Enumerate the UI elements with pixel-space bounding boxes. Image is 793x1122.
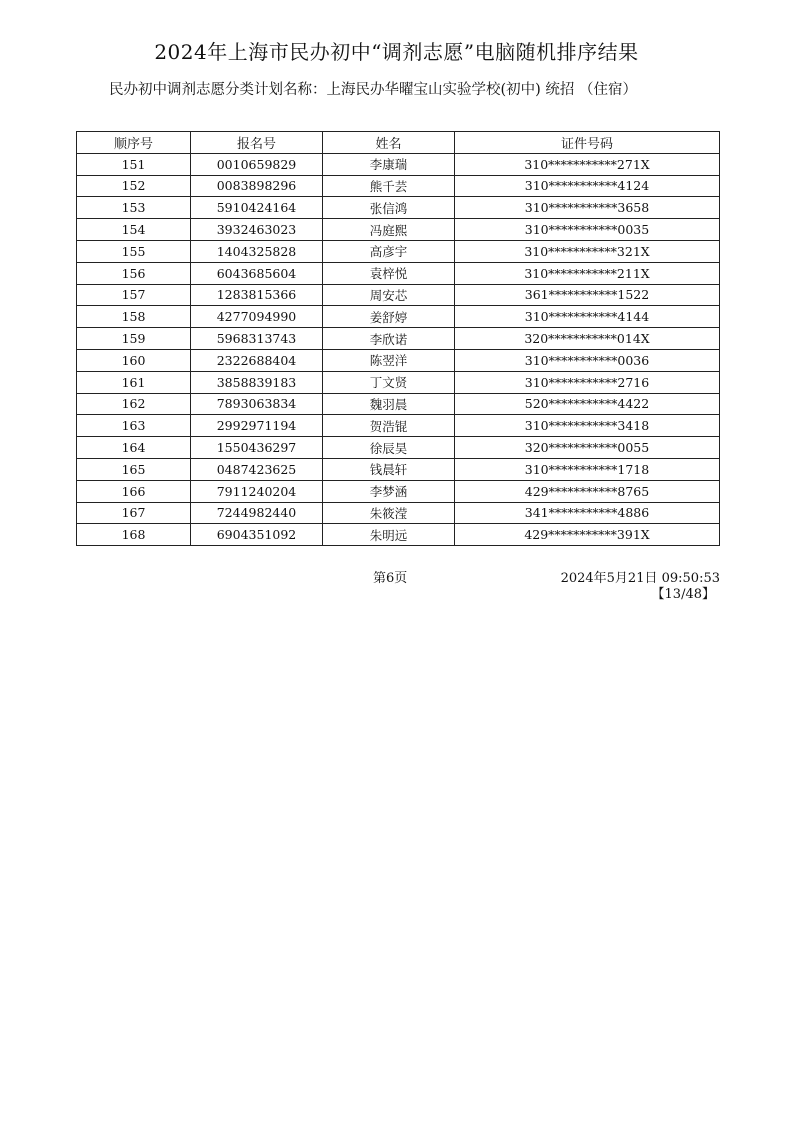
header-registration-number: 报名号 <box>191 132 323 154</box>
cell-registration-number: 3932463023 <box>191 219 323 241</box>
cell-registration-number: 1404325828 <box>191 240 323 262</box>
results-table <box>76 131 720 546</box>
cell-registration-number: 1550436297 <box>191 437 323 459</box>
cell-sequence-number: 152 <box>77 175 191 197</box>
table-row <box>77 458 720 480</box>
table-row <box>77 197 720 219</box>
cell-registration-number: 2322688404 <box>191 349 323 371</box>
table-row <box>77 284 720 306</box>
page-title: 2024年上海市民办初中“调剂志愿”电脑随机排序结果 <box>154 40 639 64</box>
cell-sequence-number: 168 <box>77 524 191 546</box>
print-timestamp: 2024年5月21日 09:50:53 <box>560 571 720 586</box>
cell-id-number: 310***********0036 <box>455 349 720 371</box>
table-header-row <box>77 132 720 154</box>
table-row <box>77 175 720 197</box>
cell-sequence-number: 157 <box>77 284 191 306</box>
table-row <box>77 371 720 393</box>
table-row <box>77 153 720 175</box>
cell-registration-number: 7911240204 <box>191 480 323 502</box>
cell-id-number: 429***********391X <box>455 524 720 546</box>
cell-sequence-number: 160 <box>77 349 191 371</box>
table-row <box>77 240 720 262</box>
cell-registration-number: 0010659829 <box>191 153 323 175</box>
cell-name: 高彦宇 <box>323 240 455 262</box>
cell-registration-number: 3858839183 <box>191 371 323 393</box>
cell-id-number: 361***********1522 <box>455 284 720 306</box>
cell-sequence-number: 165 <box>77 458 191 480</box>
cell-sequence-number: 156 <box>77 262 191 284</box>
cell-sequence-number: 153 <box>77 197 191 219</box>
header-sequence-number: 顺序号 <box>77 132 191 154</box>
cell-registration-number: 7893063834 <box>191 393 323 415</box>
cell-sequence-number: 164 <box>77 437 191 459</box>
cell-sequence-number: 154 <box>77 219 191 241</box>
cell-sequence-number: 167 <box>77 502 191 524</box>
cell-name: 贺浩锟 <box>323 415 455 437</box>
cell-name: 钱晨轩 <box>323 458 455 480</box>
table-row <box>77 262 720 284</box>
cell-name: 朱筱滢 <box>323 502 455 524</box>
table-row <box>77 393 720 415</box>
cell-sequence-number: 155 <box>77 240 191 262</box>
table-row <box>77 480 720 502</box>
cell-sequence-number: 162 <box>77 393 191 415</box>
table-row <box>77 349 720 371</box>
cell-registration-number: 0487423625 <box>191 458 323 480</box>
cell-registration-number: 6043685604 <box>191 262 323 284</box>
cell-registration-number: 2992971194 <box>191 415 323 437</box>
cell-id-number: 320***********014X <box>455 328 720 350</box>
page-number: 第6页 <box>373 571 408 586</box>
cell-name: 周安芯 <box>323 284 455 306</box>
cell-id-number: 310***********4124 <box>455 175 720 197</box>
cell-registration-number: 0083898296 <box>191 175 323 197</box>
cell-sequence-number: 151 <box>77 153 191 175</box>
cell-registration-number: 1283815366 <box>191 284 323 306</box>
cell-name: 熊千芸 <box>323 175 455 197</box>
table-row <box>77 306 720 328</box>
cell-sequence-number: 166 <box>77 480 191 502</box>
cell-name: 徐辰昊 <box>323 437 455 459</box>
cell-id-number: 310***********271X <box>455 153 720 175</box>
cell-id-number: 310***********321X <box>455 240 720 262</box>
table-row <box>77 502 720 524</box>
cell-id-number: 310***********211X <box>455 262 720 284</box>
cell-name: 冯庭熙 <box>323 219 455 241</box>
cell-name: 李梦涵 <box>323 480 455 502</box>
cell-id-number: 310***********0035 <box>455 219 720 241</box>
plan-name-line: 民办初中调剂志愿分类计划名称：上海民办华曜宝山实验学校(初中) 统招 （住宿） <box>109 82 638 98</box>
cell-sequence-number: 159 <box>77 328 191 350</box>
cell-name: 姜舒婷 <box>323 306 455 328</box>
cell-name: 丁文贤 <box>323 371 455 393</box>
cell-name: 张信鸿 <box>323 197 455 219</box>
table-row <box>77 524 720 546</box>
cell-id-number: 310***********1718 <box>455 458 720 480</box>
cell-name: 李康瑞 <box>323 153 455 175</box>
table-body <box>77 153 720 545</box>
table-row <box>77 415 720 437</box>
cell-id-number: 520***********4422 <box>455 393 720 415</box>
cell-id-number: 310***********4144 <box>455 306 720 328</box>
table-row <box>77 328 720 350</box>
cell-name: 朱明远 <box>323 524 455 546</box>
cell-registration-number: 6904351092 <box>191 524 323 546</box>
cell-registration-number: 5968313743 <box>191 328 323 350</box>
cell-id-number: 310***********3658 <box>455 197 720 219</box>
cell-name: 袁梓悦 <box>323 262 455 284</box>
cell-name: 陈翌洋 <box>323 349 455 371</box>
table-row <box>77 219 720 241</box>
cell-name: 魏羽晨 <box>323 393 455 415</box>
cell-id-number: 310***********2716 <box>455 371 720 393</box>
cell-id-number: 341***********4886 <box>455 502 720 524</box>
cell-id-number: 320***********0055 <box>455 437 720 459</box>
table-row <box>77 437 720 459</box>
cell-sequence-number: 161 <box>77 371 191 393</box>
header-id-number: 证件号码 <box>455 132 720 154</box>
sheet-count: 【13/48】 <box>651 587 715 602</box>
cell-registration-number: 4277094990 <box>191 306 323 328</box>
cell-sequence-number: 158 <box>77 306 191 328</box>
cell-registration-number: 7244982440 <box>191 502 323 524</box>
header-name: 姓名 <box>323 132 455 154</box>
cell-id-number: 310***********3418 <box>455 415 720 437</box>
cell-id-number: 429***********8765 <box>455 480 720 502</box>
cell-name: 李欣诺 <box>323 328 455 350</box>
cell-sequence-number: 163 <box>77 415 191 437</box>
cell-registration-number: 5910424164 <box>191 197 323 219</box>
